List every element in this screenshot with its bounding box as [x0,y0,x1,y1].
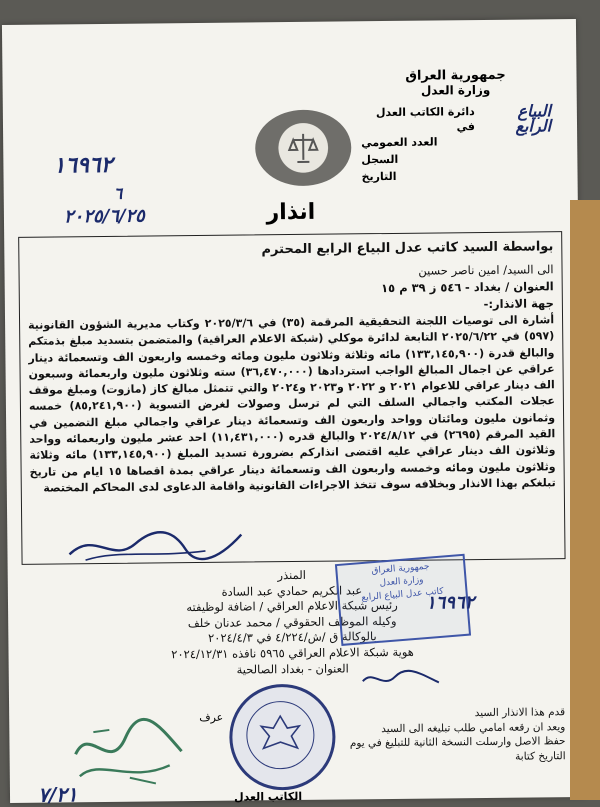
general-number-row [361,133,551,150]
register-label: السجل [361,152,399,167]
general-number-handwritten: ١٦٩٦٢ [53,151,113,179]
stamp-line-2: وزارة العدل [379,575,424,589]
sender-name: عبد الكريم حمادي عبد السادة [221,582,363,599]
sender-agent: وكيله الموظف الحقوقي / محمد عدنان خلف [187,613,397,630]
notice-frame [18,231,565,565]
receipt-line-2: ويعد ان رقعه امامي طلب تبليغه الى السيد [381,720,566,735]
seal-eagle-icon [246,701,315,770]
date-label: التاريخ [361,169,397,184]
recipient-side-label: جهة الانذار:- [483,296,554,311]
general-number-label: العدد العمومي [361,135,438,150]
via-line: بواسطة السيد كاتب عدل البياع الرابع المحترم [261,239,554,258]
header-block [360,67,551,184]
sender-id-card: هوية شبكة الاعلام العراقي ٥٩٦٥ نافذه ٢٠٢٤/١٢/٣١ [171,644,414,662]
stamp-line-1: جمهورية العراق [371,561,430,577]
stamp-number-handwritten: ١٦٩٦٢ [425,592,475,614]
green-signature-seal-icon [69,713,188,794]
date-row [361,167,551,184]
sender-address: العنوان - بغداد الصالحية [236,660,349,677]
document-sheet [2,19,584,807]
handwritten-mark-icon [361,666,441,691]
notice-paragraph: أشارة الى توصيات اللجنة التحقيقية المرقمة (٣٥) في ٢٠٢٥/٣/٦ وكتاب مديرية الشؤون القانونية (٥٩٧) في ٢٠٢٥/٦/٢٢ التابعة لدائرة موكلي (شبكة الاعلام العراقية) والمتضمن بتسديد مبلغ بذمتكم والبالغ قدرة (١٣٣,١٤٥,٩٠٠) مائه وثلاثة وثلاثون مليون ومائه وخمسه واربعون الف وتسعمائة دينار عراقي عن اجمال المبالغ الواجب استردادها (٣٦,٤٧٠,٠٠٠) سته وثلاثون مليون واربعمائة وسبعون الف دينار عراقي للاعوام ٢٠٢١ و ٢٠٢٢ و٢٠٢٣ و٢٠٢٤ والتي تتمثل مبالغ كاز (مازوت) ومبلغ موقف عجلات المكتب واجمالي السلف التي لم ترسل وصولات لغرض التسوية (٨٥,٢٤١,٩٠٠) خمسه وثمانون مليون ومائتان وواحد واربعون الف وتسعمائة دينار عراقي واجمالي مبلغ التضمين في القيد المرقم (٢٦٩٥) في ٢٠٢٤/٨/١٢ والبالغ قدره (١١,٤٣١,٠٠٠) احد عشر مليون واربعمائه وواحد وثلاثون الف دينار عراقي عليه اقتضى انذاركم بضرورة تسديد المبلغ (١٣٣,١٤٥,٩٠٠) مائه وثلاثة وثلاثون مليون ومائه وخمسه واربعون الف وتسعمائة دينار عراقي بمدة اقصاها ١٥ ايام من تاريخ تبلغكم بهذا الانذار وبخلافه سوف تتخذ الاجراءات القانونية واقامة الدعاوى لدى المحاكم المختصة [28,313,556,495]
ministry-heading: وزارة العدل [420,82,491,98]
receipt-line-1: قدم هذا الانذار السيد [474,706,566,720]
date-day-handwritten: ٦ [113,183,123,203]
notary-label: الكاتب العدل [233,789,303,804]
notice-body [27,238,556,497]
receipt-line-3: حفظ الاصل وارسلت النسخة الثانية للتبليغ في يوم [349,735,566,750]
receipt-line-4: التاريخ كتابة [515,749,566,763]
envelope-edge [570,200,600,800]
register-row [361,150,551,167]
republic-heading: جمهورية العراق [405,67,506,84]
scales-icon [283,128,323,168]
receipt-block [325,705,566,766]
to-label: الى السيد/ [503,262,554,277]
sender-poa: بالوكالة ق /ش/٤/٢٢٤ في ٢٠٢٤/٤/٣ [207,629,377,646]
office-row [361,103,551,135]
address-label: العنوان / بغداد - [464,279,554,295]
date-handwritten: ٢٠٢٥/٦/٢٥ [63,205,145,228]
office-label: دائرة الكاتب العدل في [375,105,475,134]
ministry-round-seal-icon [229,684,336,791]
aref-label: عرف [199,710,224,724]
ministry-emblem-icon [255,109,352,186]
sender-role: رئيس شبكة الاعلام العراقي / اضافة لوظيفته [186,598,398,615]
document-title: انذار [266,199,316,226]
to-name: امين ناصر حسين [418,262,500,278]
office-handwritten: البياع الرابع [515,101,552,136]
bottom-date-handwritten: ٧/٢١ [37,782,78,807]
sender-label: المنذر [277,567,306,583]
address-value: ٥٤٦ ز ٣٩ م ١٥ [381,280,462,296]
stamp-line-3: كاتب عدل البياع الرابع [361,586,445,604]
signature-scribble-icon [65,523,245,569]
